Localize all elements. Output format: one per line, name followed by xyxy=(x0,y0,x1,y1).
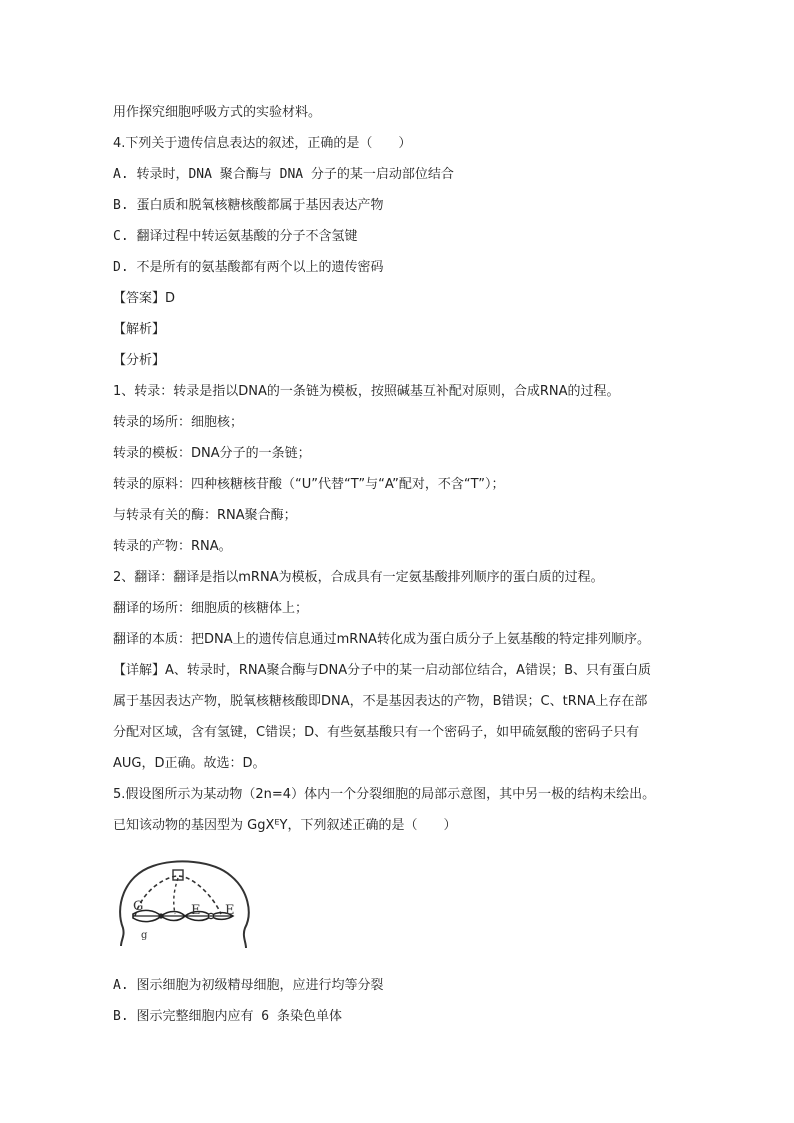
detail-line: 【详解】A、转录时，RNA聚合酶与DNA分子中的某一启动部位结合，A错误；B、只有蛋白质 xyxy=(113,663,651,678)
spindle-fiber xyxy=(174,878,178,914)
text-line: 用作探究细胞呼吸方式的实验材料。 xyxy=(113,105,322,120)
cell-division-figure xyxy=(113,858,253,950)
text-line: 转录的原料：四种核糖核苷酸（“U”代替“T”与“A”配对，不含“T”）； xyxy=(113,477,505,492)
text-line: 翻译的本质：把DNA上的遗传信息通过mRNA转化成为蛋白质分子上氨基酸的特定排列顺序。 xyxy=(113,632,650,647)
cell-diagram xyxy=(113,858,253,950)
detail-line: 分配对区域，含有氢键，C错误；D、有些氨基酸只有一个密码子，如甲硫氨酸的密码子只有 xyxy=(113,725,640,740)
gene-label-e: E xyxy=(225,903,235,918)
text-line: 转录的场所：细胞核； xyxy=(113,415,244,430)
answer-heading: 【答案】D xyxy=(113,291,176,306)
analysis-heading: 【解析】 xyxy=(113,322,166,337)
question-4-stem: 4.下列关于遗传信息表达的叙述，正确的是（ ） xyxy=(113,136,412,151)
option-a: A. 转录时，DNA 聚合酶与 DNA 分子的某一启动部位结合 xyxy=(113,167,454,182)
text-line: 1、转录：转录是指以DNA的一条链为模板，按照碱基互补配对原则，合成RNA的过程。 xyxy=(113,384,620,399)
text-line: 2、翻译：翻译是指以mRNA为模板，合成具有一定氨基酸排列顺序的蛋白质的过程。 xyxy=(113,570,604,585)
option-d: D. 不是所有的氨基酸都有两个以上的遗传密码 xyxy=(113,260,384,275)
question-5-stem: 已知该动物的基因型为 GgXᴱY，下列叙述正确的是（ ） xyxy=(113,818,457,833)
analysis-subheading: 【分析】 xyxy=(113,353,166,368)
gene-label-g-lower: g xyxy=(141,930,148,941)
gene-label-g-upper: G xyxy=(133,899,144,914)
gene-label-e: E xyxy=(191,903,201,918)
option-b: B. 图示完整细胞内应有 6 条染色单体 xyxy=(113,1009,342,1024)
option-a: A. 图示细胞为初级精母细胞，应进行均等分裂 xyxy=(113,978,384,993)
text-line: 与转录有关的酶：RNA聚合酶； xyxy=(113,508,297,523)
detail-line: 属于基因表达产物，脱氧核糖核酸即DNA，不是基因表达的产物，B错误；C、tRNA上存在部 xyxy=(113,694,648,709)
text-line: 转录的产物：RNA。 xyxy=(113,539,232,554)
option-b: B. 蛋白质和脱氧核糖核酸都属于基因表达产物 xyxy=(113,198,384,213)
question-5-stem: 5.假设图所示为某动物（2n=4）体内一个分裂细胞的局部示意图，其中另一极的结构未绘出。 xyxy=(113,787,656,802)
text-line: 翻译的场所：细胞质的核糖体上； xyxy=(113,601,309,616)
detail-line: AUG，D正确。故选：D。 xyxy=(113,756,266,771)
option-c: C. 翻译过程中转运氨基酸的分子不含氢键 xyxy=(113,229,358,244)
text-line: 转录的模板：DNA分子的一条链； xyxy=(113,446,311,461)
